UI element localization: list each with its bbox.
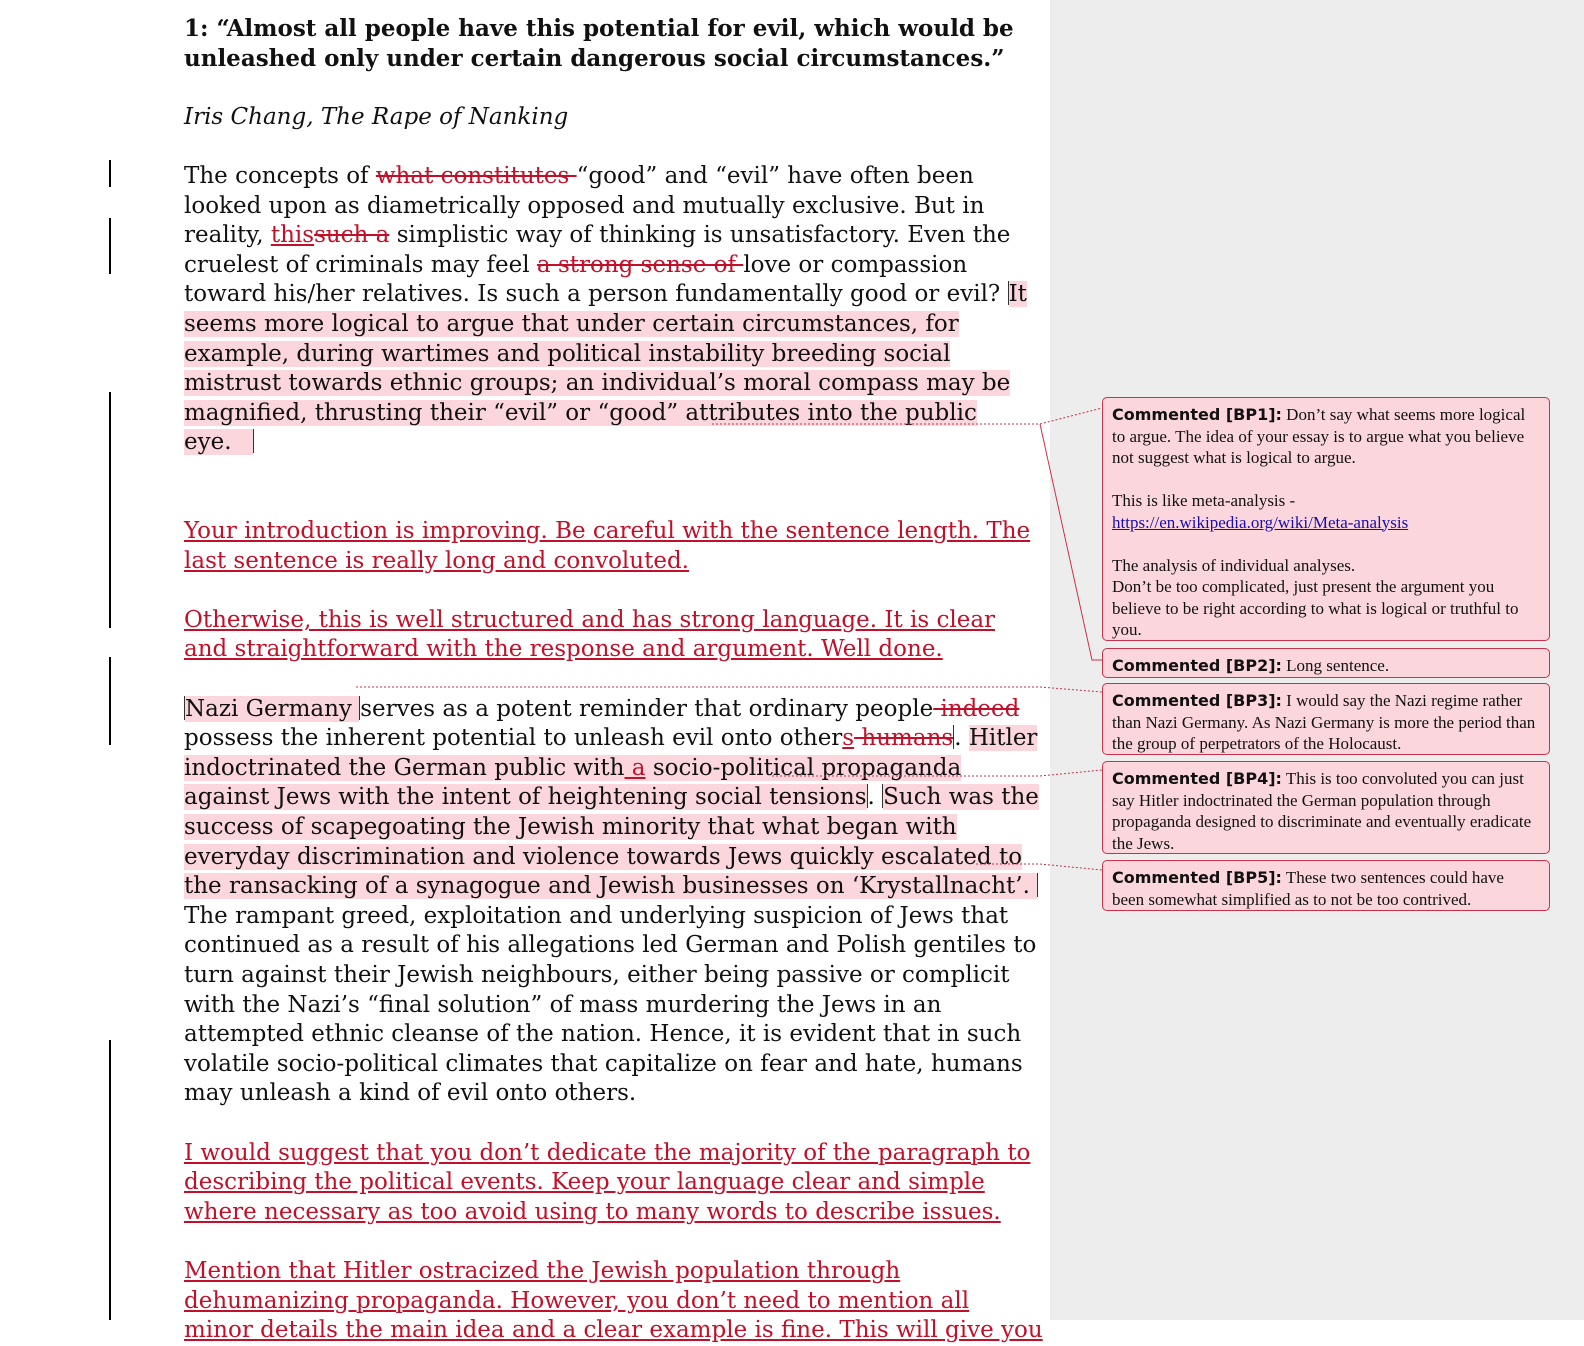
comment-bp5[interactable]: Commented [BP5]: These two sentences could have been somewhat simplified as to not be too contrived. xyxy=(1102,860,1550,911)
feedback-introduction: Your introduction is improving. Be careful with the sentence length. The last sentence is really long and convoluted. xyxy=(184,518,1031,574)
essay-prompt: 1: “Almost all people have this potential for evil, which would be unleashed only under certain dangerous social circumstances.” xyxy=(184,15,1014,72)
change-bar xyxy=(109,218,111,274)
document-body[interactable] xyxy=(184,14,1044,1346)
feedback-body-2: Mention that Hitler ostracized the Jewish population through dehumanizing propaganda. However, you don’t need to mention all minor details the main idea and a clear example is fine. This will give you xyxy=(184,1257,1043,1344)
comment-range-bp3[interactable]: Nazi Germany xyxy=(185,695,360,722)
quote-source: Iris Chang, The Rape of Nanking xyxy=(184,103,569,130)
paragraph-body-1[interactable]: Nazi Germany serves as a potent reminder that ordinary people indeed possess the inherent potential to unleash evil onto others humans. Hitler indoctrinated the German public with a socio-political propaganda against Jews with the intent of heightening social tensions. Such was the success of scapegoating the Jewish minority that what began with everyday discrimination and violence towards Jews quickly escalated to the ransacking of a synagogue and Jewish businesses on ‘Krystallnacht’. The rampant greed, exploitation and underlying suspicion of Jews that continued as a result of his allegations led German and Polish gentiles to turn against their Jewish neighbours, either being passive or complicit with the Nazi’s “final solution” of mass murdering the Jews in an attempted ethnic cleanse of the nation. Hence, it is evident that in such volatile socio-political climates that capitalize on fear and hate, humans may unleash a kind of evil onto others. xyxy=(184,695,1039,1107)
comment-bp3[interactable]: Commented [BP3]: I would say the Nazi regime rather than Nazi Germany. As Nazi Germany is more the period than the group of perpetrators of the Holocaust. xyxy=(1102,683,1550,755)
deleted-text: what constitutes xyxy=(375,162,577,189)
feedback-body-1: I would suggest that you don’t dedicate the majority of the paragraph to describing the political events. Keep your language clear and simple where necessary as too avoid using to many words to describe issues. xyxy=(184,1139,1031,1225)
inserted-text: this xyxy=(270,222,315,249)
comment-bp2[interactable]: Commented [BP2]: Long sentence. xyxy=(1102,648,1550,678)
deleted-text: humans xyxy=(854,725,954,752)
comment-range-bp4[interactable]: Hitler indoctrinated the German public with a socio-political propaganda against Jews with the intent of heightening social tensions xyxy=(184,725,1038,811)
change-bar xyxy=(109,392,111,628)
comment-anchor-bp2 xyxy=(253,429,254,453)
deleted-text: indeed xyxy=(933,695,1020,722)
comment-link[interactable]: https://en.wikipedia.org/wiki/Meta-analysis xyxy=(1112,512,1409,532)
comment-range-bp5[interactable]: Such was the success of scapegoating the Jewish minority that what began with everyday discrimination and violence towards Jews quickly escalated to the ransacking of a synagogue and Jewish businesses on ‘Krystallnacht’. xyxy=(184,784,1039,900)
deleted-text: a strong sense of xyxy=(536,251,744,278)
comment-bp4[interactable]: Commented [BP4]: This is too convoluted you can just say Hitler indoctrinated the German population through propaganda designed to discriminate and eventually eradicate the Jews. xyxy=(1102,761,1550,854)
paragraph-introduction[interactable]: The concepts of what constitutes “good” and “evil” have often been looked upon as diametrically opposed and mutually exclusive. But in reality, thissuch a simplistic way of thinking is unsatisfactory. Even the cruelest of criminals may feel a strong sense of love or compassion toward his/her relatives. Is such a person fundamentally good or evil? It seems more logical to argue that under certain circumstances, for example, during wartimes and political instability breeding social mistrust towards ethnic groups; an individual’s moral compass may be magnified, thrusting their “evil” or “good” attributes into the public eye. xyxy=(184,162,1027,456)
feedback-structure: Otherwise, this is well structured and has strong language. It is clear and straightforward with the response and argument. Well done. xyxy=(184,606,996,663)
inserted-text: a xyxy=(624,754,646,781)
change-bar xyxy=(109,160,111,187)
comment-range-bp1[interactable]: It seems more logical to argue that under certain circumstances, for example, during wartimes and political instability breeding social mistrust towards ethnic groups; an individual’s moral compass may be magnified, thrusting their “evil” or “good” attributes into the public eye. xyxy=(184,281,1027,456)
change-bar xyxy=(109,657,111,745)
deleted-text: such a xyxy=(314,222,390,249)
comment-bp1[interactable]: Commented [BP1]: Don’t say what seems more logical to argue. The idea of your essay is to argue what you believe not suggest what is logical to argue. This is like meta-analysis - https://en.wikipedia.org/wiki/Meta-analysis The analysis of individual analyses. Don’t be too complicated, just present the argument you believe to be right according to what is logical or truthful to you. xyxy=(1102,397,1550,641)
inserted-text: s xyxy=(842,725,855,752)
change-bar xyxy=(109,1040,111,1320)
